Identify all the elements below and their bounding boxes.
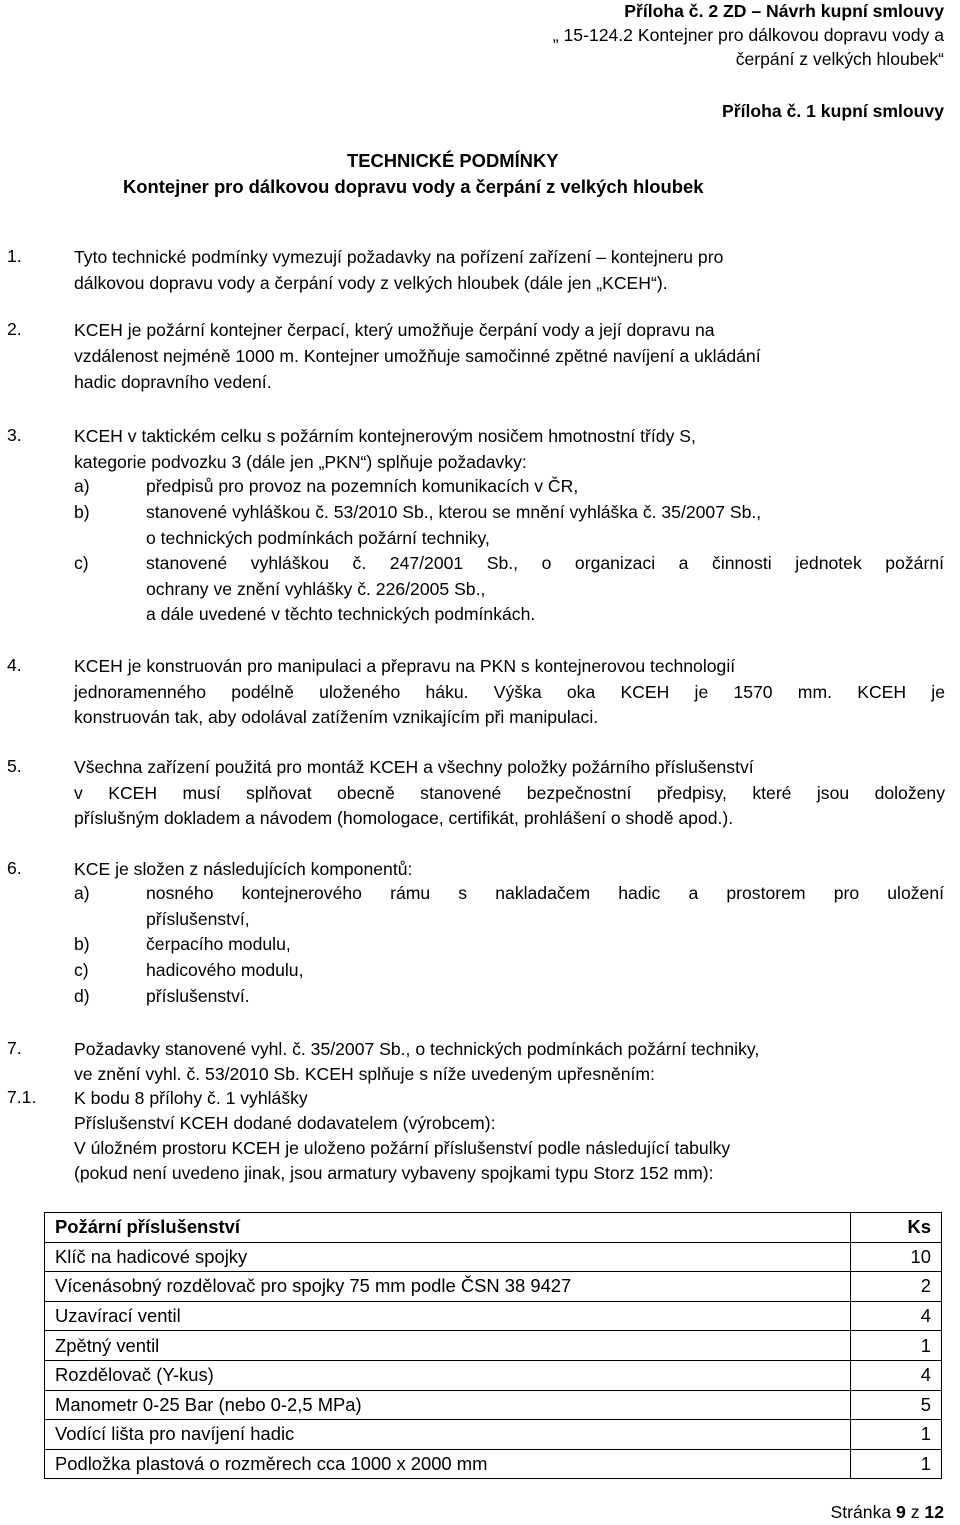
- page-subtitle: Kontejner pro dálkovou dopravu vody a čerpání z velkých hloubek: [123, 176, 704, 197]
- section-line: KCEH je konstruován pro manipulaci a přepravu na PKN s kontejnerovou technologií: [74, 656, 736, 676]
- header-title: Příloha č. 2 ZD – Návrh kupní smlouvy: [624, 1, 944, 21]
- table-cell: Zpětný ventil: [45, 1331, 851, 1361]
- table-row: [45, 1331, 942, 1361]
- list-item: a dále uvedené v těchto technických podmínkách.: [146, 604, 536, 624]
- table-cell: 10: [851, 1242, 942, 1272]
- section-number: 3.: [7, 425, 22, 445]
- header-subtitle: „ 15-124.2 Kontejner pro dálkovou dopravu vody a: [552, 25, 944, 45]
- section-line: KCEH v taktickém celku s požárním kontejnerovým nosičem hmotnostní třídy S,: [74, 426, 696, 446]
- list-item: stanovené vyhláškou č. 53/2010 Sb., kterou se mnění vyhláška č. 35/2007 Sb.,: [146, 502, 762, 522]
- table-cell: 1: [851, 1449, 942, 1479]
- section-line: jednoramenného podélně uloženého háku. Výška oka KCEH je 1570 mm. KCEH je: [74, 682, 945, 702]
- table-cell: 4: [851, 1301, 942, 1331]
- table-cell: 1: [851, 1420, 942, 1450]
- column-header: Požární příslušenství: [45, 1213, 851, 1243]
- table-cell: 2: [851, 1272, 942, 1302]
- table-cell: Podložka plastová o rozměrech cca 1000 x 2000 mm: [45, 1449, 851, 1479]
- header-subtitle-2: čerpání z velkých hloubek“: [735, 49, 944, 69]
- list-label: c): [74, 553, 89, 573]
- section-line: Všechna zařízení použitá pro montáž KCEH a všechny položky požárního příslušenství: [74, 757, 754, 777]
- table-row: [45, 1360, 942, 1390]
- table-row: [45, 1301, 942, 1331]
- section-line: vzdálenost nejméně 1000 m. Kontejner umožňuje samočinné zpětné navíjení a ukládání: [74, 346, 761, 366]
- appendix-label: Příloha č. 1 kupní smlouvy: [722, 101, 944, 121]
- page-number: [831, 1502, 944, 1523]
- list-item: příslušenství.: [146, 986, 250, 1006]
- list-item: stanovené vyhláškou č. 247/2001 Sb., o organizaci a činnosti jednotek požární: [146, 553, 944, 573]
- section-line: dálkovou dopravu vody a čerpání vody z velkých hloubek (dále jen „KCEH“).: [74, 273, 668, 293]
- table-row: [45, 1390, 942, 1420]
- list-item: nosného kontejnerového rámu s nakladačem hadic a prostorem pro uložení: [146, 883, 944, 903]
- list-label: d): [74, 986, 90, 1006]
- section-number: 7.1.: [7, 1087, 37, 1107]
- page-title: TECHNICKÉ PODMÍNKY: [347, 150, 559, 171]
- list-item: o technických podmínkách požární techniky,: [146, 528, 490, 548]
- section-line: ve znění vyhl. č. 53/2010 Sb. KCEH splňuje s níže uvedeným upřesněním:: [74, 1064, 655, 1084]
- list-item: hadicového modulu,: [146, 960, 304, 980]
- table-row: [45, 1449, 942, 1479]
- section-line: Požadavky stanovené vyhl. č. 35/2007 Sb., o technických podmínkách požární techniky,: [74, 1039, 760, 1059]
- section-line: Tyto technické podmínky vymezují požadavky na pořízení zařízení – kontejneru pro: [74, 247, 724, 267]
- list-item: předpisů pro provoz na pozemních komunikacích v ČR,: [146, 476, 579, 496]
- table-cell: 1: [851, 1331, 942, 1361]
- section-line: kategorie podvozku 3 (dále jen „PKN“) splňuje požadavky:: [74, 452, 527, 472]
- section-number: 1.: [7, 246, 22, 266]
- accessories-table: [44, 1212, 942, 1479]
- table-row: [45, 1242, 942, 1272]
- list-label: a): [74, 476, 90, 496]
- section-number: 5.: [7, 756, 22, 776]
- section-line: příslušným dokladem a návodem (homologace, certifikát, prohlášení o shodě apod.).: [74, 808, 734, 828]
- list-label: c): [74, 960, 89, 980]
- table-cell: Rozdělovač (Y-kus): [45, 1360, 851, 1390]
- section-line: KCEH je požární kontejner čerpací, který umožňuje čerpání vody a její dopravu na: [74, 320, 715, 340]
- table-cell: 4: [851, 1360, 942, 1390]
- table-cell: Vodící lišta pro navíjení hadic: [45, 1420, 851, 1450]
- list-label: b): [74, 502, 90, 522]
- section-line: K bodu 8 přílohy č. 1 vyhlášky: [74, 1088, 308, 1108]
- section-number: 6.: [7, 858, 22, 878]
- column-header: Ks: [851, 1213, 942, 1243]
- list-item: příslušenství,: [146, 909, 250, 929]
- current-page: 9: [896, 1502, 906, 1522]
- section-line: hadic dopravního vedení.: [74, 372, 272, 392]
- table-header-row: [45, 1213, 942, 1243]
- page-separator: z: [905, 1502, 925, 1522]
- table-row: [45, 1420, 942, 1450]
- section-line: KCE je složen z následujících komponentů:: [74, 859, 413, 879]
- section-line: Příslušenství KCEH dodané dodavatelem (výrobcem):: [74, 1113, 496, 1133]
- table-cell: Manometr 0-25 Bar (nebo 0-2,5 MPa): [45, 1390, 851, 1420]
- list-item: čerpacího modulu,: [146, 934, 291, 954]
- total-pages: 12: [924, 1502, 944, 1522]
- table-cell: Uzavírací ventil: [45, 1301, 851, 1331]
- section-line: konstruován tak, aby odolával zatížením vznikajícím při manipulaci.: [74, 707, 599, 727]
- table-cell: Vícenásobný rozdělovač pro spojky 75 mm podle ČSN 38 9427: [45, 1272, 851, 1302]
- list-label: a): [74, 883, 90, 903]
- table-row: [45, 1272, 942, 1302]
- table-cell: 5: [851, 1390, 942, 1420]
- section-line: V úložném prostoru KCEH je uloženo požární příslušenství podle následující tabulky: [74, 1138, 731, 1158]
- page-prefix: Stránka: [830, 1502, 897, 1522]
- section-number: 4.: [7, 655, 22, 675]
- list-item: ochrany ve znění vyhlášky č. 226/2005 Sb.,: [146, 579, 486, 599]
- section-line: (pokud není uvedeno jinak, jsou armatury vybaveny spojkami typu Storz 152 mm):: [74, 1163, 714, 1183]
- section-number: 2.: [7, 319, 22, 339]
- list-label: b): [74, 934, 90, 954]
- section-line: v KCEH musí splňovat obecně stanovené bezpečnostní předpisy, které jsou doloženy: [74, 783, 945, 803]
- table-cell: Klíč na hadicové spojky: [45, 1242, 851, 1272]
- section-number: 7.: [7, 1038, 22, 1058]
